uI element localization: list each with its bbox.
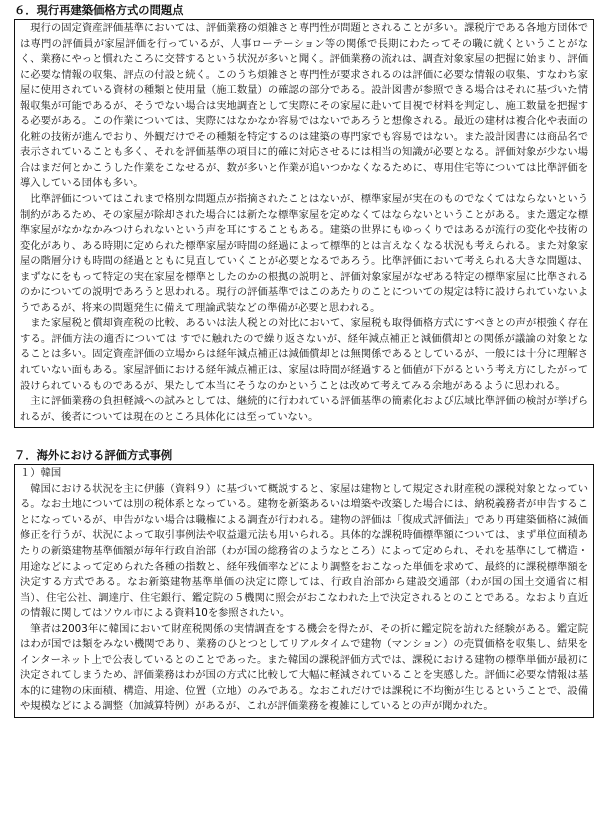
document-page: [14, 2, 594, 718]
section-7-body: [14, 464, 594, 718]
section-gap: [14, 428, 594, 447]
section-6-paragraph-3: また家屋税と償却資産税の比較、あるいは法人税との対比において、家屋税も取得価格方式にすべきとの声が根強く存在する。評価方法の適否については すでに触れたので繰り返さないが、経年減点補正と減価償却との関係が議論の対象となることは多い。固定資産評価の立場からは経年減点補正は減価償却とは無関係であるとしているが、一般には十分に理解されていない面もある。家屋評価における経年減点補正は、家屋は時間が経過すると価値が下がるという考え方にしたがって設けられているものであるが、果たして本当にそうなのかということは改めて考えてみる余地があるように思われる。: [20, 317, 588, 392]
section-6-paragraph-2: 比準評価についてはこれまで格別な問題点が指摘されたことはないが、標準家屋が実在のものでなくてはならないという制約があるため、その家屋が除却された場合には新たな標準家屋を定めなくてはならないということがある。また選定な標準家屋がなかなかみつけられないという声を耳にすることもある。建築の世界にもゆっくりではあるが流行の変化や技術の変化があり、ある時期に定められた標準家屋が時間の経過によって標準的とは言えなくなる状況も考えられる。また対象家屋の階層分けも時間の経過とともに見直していくことが必要となるであろう。比準評価において考えられる大きな問題は、まずなにをもって特定の実在家屋を標準としたのかの根拠の説明と、評価対象家屋がなぜある特定の標準家屋に比準されるのかについての説明であろうと思われる。現行の評価基準ではこのあたりのことについての規定は特に設けられていないようであるが、将来の問題発生に備えて理論武装などの準備が必要と思われる。: [20, 193, 588, 314]
section-7-paragraph-1: 韓国における状況を主に伊藤（資料９）に基づいて概説すると、家屋は建物として規定され財産税の課税対象となっている。なお土地については別の税体系となっている。建物を新築あるいは増築や改築した場合には、納税義務者が申告することになっているが、申告がない場合は職権による調査が行われる。建物の評価は「復成式評価法」であり再建築価格に減価修正を行うが、状況によって取引事例法や収益還元法も用いられる。具体的な課税時価標準額については、まず単位面積あたりの新築建物基準価額が毎年行政自治部（わが国の総務省のようなところ）によって定められ、それを基準にして構造・用途などによって定められた各種の指数と、経年残価率などにより調整をおこなった単価を求めて、最終的に課税標準額を決定する方式である。なお新築建物基準単価の決定に際しては、行政自治部から建設交通部（わが国の国土交通省に相当）、住宅公社、調達庁、住宅銀行、鑑定院の５機関に照会がおこなわれた上で決定されるとのことである。なおより直近の情報に関してはソウル市による資料10を参照されたい。: [20, 482, 588, 620]
section-6-heading: ６．現行再建築価格方式の問題点: [14, 4, 184, 17]
section-7-heading: ７．海外における評価方式事例: [14, 449, 173, 463]
section-6-paragraph-1: 現行の固定資産評価基準においては、評価業務の煩雑さと専門性が問題とされることが多い。課税庁である各地方団体では専門の評価員が家屋評価を行っているが、人事ローテーション等の関係で長期にわたってその職に就くということがなく、業務にやっと慣れたころに交替するという状況が多いと聞く。評価業務の流れは、調査対象家屋の把握に始まり、評価に必要な情報の収集、評点の付設と続く。このうち煩雑さと専門性が要求されるのは評価に必要な情報の収集、すなわち家屋に使用されている資材の種類と使用量（施工数量）の確認の部分である。設計図書が参照できる場合はそれに基づいた情報収集が可能であるが、そうでない場合は実地調査として実際にその家屋に赴いて目視で材料を判定し、施工数量を把握する必要がある。この作業については、実際にはなかなか容易ではないであろうと想像される。最近の建材は複合化や表面の化粧の技術が進んでおり、外観だけでその種類を特定するのは建築の専門家でも容易ではない。また設計図書には商品名で表示されていることも多く、それを評価基準の項目に的確に対応させるには相当の知識が必要となる。評価対象が少ない場合はまだ何とかこうした作業をこなせるが、数が多いと作業が追いつかなくなるために、専用住宅等については比準評価を導入している団体も多い。: [20, 22, 588, 190]
section-6-body: [14, 19, 594, 428]
section-7-subheading: １）韓国: [20, 467, 62, 480]
section-7-paragraph-2: 筆者は2003年に韓国において財産税関係の実情調査をする機会を得たが、その折に鑑定院を訪れた経験がある。鑑定院はわが国では類をみない機関であり、業務のひとつとしてリアルタイムで建物（マンション）の売買価格を収集し、結果をインターネット上で公表しているとのことであった。また韓国の課税評価方式では、課税における建物の標準単価が最初に決定されてしまうため、評価業務はわが国の方式に比較して大幅に軽減されていることを実感した。評価に必要な情報は基本的に建物の床面積、構造、用途、位置（立地）のみである。なおこれだけでは課税に不均衡が生じるということで、設備や規模などによる調整（加減算特例）があるが、これが評価業務を複雑にしているとの声が聞かれた。: [20, 622, 588, 713]
section-6-paragraph-4: 主に評価業務の負担軽減への試みとしては、継続的に行われている評価基準の簡素化および広域比準評価の検討が挙げられるが、後者については現在のところ具体化には至っていない。: [20, 395, 588, 423]
